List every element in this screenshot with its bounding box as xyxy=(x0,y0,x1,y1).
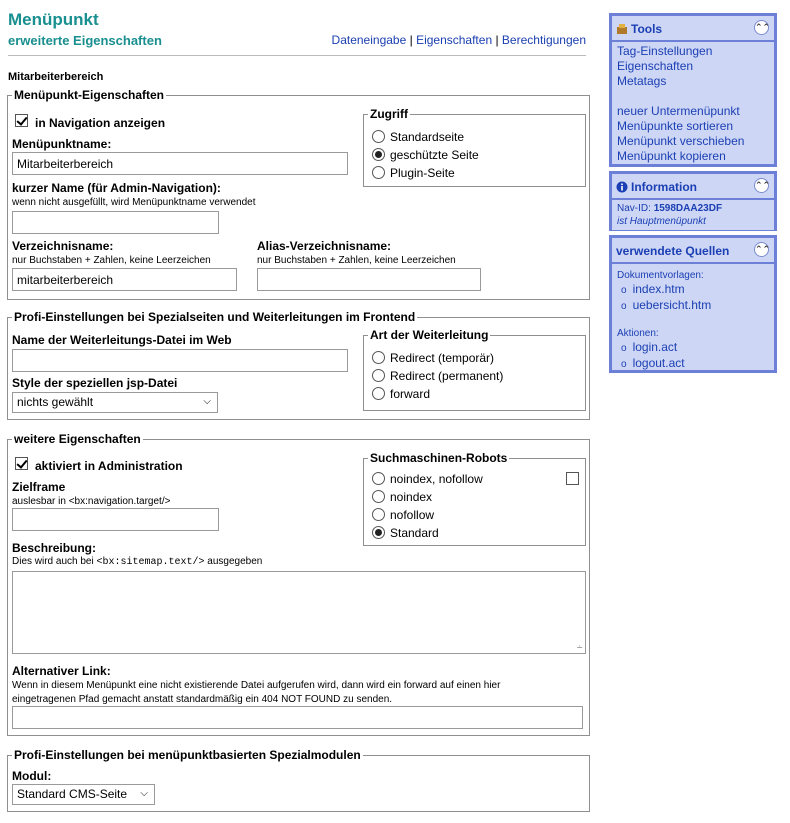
resize-grip-icon[interactable]: ∸ xyxy=(576,643,583,652)
description-textarea[interactable] xyxy=(12,571,586,654)
module-value: Standard CMS-Seite xyxy=(17,787,128,801)
access-fieldset xyxy=(363,107,586,187)
props-fieldset xyxy=(7,88,590,300)
short-name-hint: wenn nicht ausgefüllt, wird Menüpunktname verwendet xyxy=(12,197,256,208)
jsp-style-label: Style der speziellen jsp-Datei xyxy=(12,376,178,390)
radio-redirect-temporaer[interactable] xyxy=(372,351,385,364)
alias-input[interactable] xyxy=(257,268,481,291)
radio-label: Standardseite xyxy=(390,130,465,144)
robots-legend: Suchmaschinen-Robots xyxy=(370,451,508,465)
tools-spacer xyxy=(617,89,770,104)
robots-fieldset xyxy=(363,451,586,546)
modules-legend: Profi-Einstellungen bei menüpunktbasierten Spezialmodulen xyxy=(14,748,361,762)
chevron-down-icon: ⌵ xyxy=(203,396,211,407)
alt-link-hint-2: eingetragenen Pfad gemacht anstatt standardmäßig ein 404 NOT FOUND zu senden. xyxy=(12,694,393,705)
radio-label: Standard xyxy=(390,526,439,540)
header-divider xyxy=(8,55,586,56)
link-separator: | xyxy=(492,33,502,47)
tools-panel xyxy=(609,13,777,167)
tools-link[interactable]: Eigenschaften xyxy=(617,59,694,73)
redirect-type-fieldset xyxy=(363,328,586,411)
radio-plugin-seite[interactable] xyxy=(372,166,385,179)
tools-body xyxy=(612,42,774,164)
template-link[interactable]: o uebersicht.htm xyxy=(617,298,770,314)
link-eigenschaften[interactable]: Eigenschaften xyxy=(416,33,493,47)
breadcrumb: Mitarbeiterbereich xyxy=(8,71,104,83)
short-name-label: kurzer Name (für Admin-Navigation): xyxy=(12,181,221,195)
alt-link-input[interactable] xyxy=(12,706,583,729)
target-frame-input[interactable] xyxy=(12,508,219,531)
page-subtitle: erweiterte Eigenschaften xyxy=(8,33,162,48)
special-fieldset xyxy=(7,310,590,420)
description-hint xyxy=(12,556,262,568)
sources-body xyxy=(612,264,774,370)
tools-link[interactable]: Menüpunkt kopieren xyxy=(617,149,726,163)
jsp-style-value: nichts gewählt xyxy=(17,395,94,409)
alt-link-label: Alternativer Link: xyxy=(12,664,111,678)
link-separator: | xyxy=(406,33,417,47)
page-title: Menüpunkt xyxy=(8,10,99,29)
description-hint-pre: Dies wird auch bei xyxy=(12,556,97,567)
template-link[interactable]: o index.htm xyxy=(617,282,770,298)
radio-redirect-permanent[interactable] xyxy=(372,369,385,382)
nav-id-value: 1598DAA23DF xyxy=(653,203,723,214)
access-legend: Zugriff xyxy=(370,107,408,121)
jsp-style-select[interactable] xyxy=(12,392,218,413)
info-header xyxy=(612,174,774,198)
module-select[interactable] xyxy=(12,784,155,805)
radio-forward[interactable] xyxy=(372,387,385,400)
radio-label: Redirect (temporär) xyxy=(390,351,495,365)
name-input[interactable]: Mitarbeiterbereich xyxy=(12,152,348,175)
target-frame-label: Zielframe xyxy=(12,480,66,494)
radio-geschuetzte-seite[interactable] xyxy=(372,148,385,161)
info-status: ist Hauptmenüpunkt xyxy=(617,216,706,227)
radio-nofollow[interactable] xyxy=(372,508,385,521)
action-link[interactable]: o logout.act xyxy=(617,356,770,372)
alias-label: Alias-Verzeichnisname: xyxy=(257,239,392,253)
alias-hint: nur Buchstaben + Zahlen, keine Leerzeichen xyxy=(257,255,456,266)
sources-title: verwendete Quellen xyxy=(616,244,730,258)
admin-checkbox-label: aktiviert in Administration xyxy=(35,459,183,473)
nav-checkbox-label: in Navigation anzeigen xyxy=(35,116,166,130)
description-hint-post: ausgegeben xyxy=(204,556,263,567)
tools-link[interactable]: Tag-Einstellungen xyxy=(617,44,713,58)
description-hint-code: <bx:sitemap.text/> xyxy=(96,557,205,568)
modules-fieldset xyxy=(7,748,590,812)
collapse-icon[interactable]: ⌃⌃ xyxy=(754,178,769,193)
sources-panel xyxy=(609,235,777,373)
sources-header xyxy=(612,238,774,262)
radio-label: forward xyxy=(390,387,431,401)
tools-link[interactable]: Menüpunkte sortieren xyxy=(617,119,734,133)
short-name-input[interactable] xyxy=(12,211,219,234)
chevron-down-icon: ⌵ xyxy=(140,788,148,799)
target-frame-hint: auslesbar in <bx:navigation.target/> xyxy=(12,496,171,507)
nav-id-label: Nav-ID: xyxy=(617,203,651,214)
more-fieldset xyxy=(7,432,590,736)
collapse-icon[interactable]: ⌃⌃ xyxy=(754,242,769,257)
tools-link[interactable]: Metatags xyxy=(617,74,667,88)
actions-label: Aktionen: xyxy=(617,328,659,339)
tools-icon xyxy=(616,23,628,35)
radio-noindex[interactable] xyxy=(372,490,385,503)
radio-label: geschützte Seite xyxy=(390,148,479,162)
redirect-file-input[interactable] xyxy=(12,349,348,372)
view-links xyxy=(332,33,586,47)
module-label: Modul: xyxy=(12,769,52,783)
redirect-type-legend: Art der Weiterleitung xyxy=(370,328,489,342)
link-berechtigungen[interactable]: Berechtigungen xyxy=(501,33,586,47)
radio-noindex-nofollow[interactable] xyxy=(372,472,385,485)
tools-link[interactable]: Menüpunkt verschieben xyxy=(617,134,745,148)
templates-label: Dokumentvorlagen: xyxy=(617,270,704,281)
info-icon xyxy=(616,181,628,193)
nav-id xyxy=(617,202,770,215)
tools-header xyxy=(612,16,774,40)
dir-hint: nur Buchstaben + Zahlen, keine Leerzeichen xyxy=(12,255,211,266)
action-link[interactable]: o login.act xyxy=(617,340,770,356)
radio-label: Redirect (permanent) xyxy=(390,369,504,383)
radio-label: Plugin-Seite xyxy=(390,166,455,180)
more-legend: weitere Eigenschaften xyxy=(14,432,141,446)
redirect-file-label: Name der Weiterleitungs-Datei im Web xyxy=(12,333,232,347)
alt-link-hint-1: Wenn in diesem Menüpunkt eine nicht existierende Datei aufgerufen wird, dann wird ein forward auf einen hier xyxy=(12,680,501,691)
radio-label: nofollow xyxy=(390,508,435,522)
admin-checkbox[interactable] xyxy=(15,457,28,470)
radio-standard[interactable] xyxy=(372,526,385,539)
info-panel xyxy=(609,171,777,231)
info-title: Information xyxy=(631,180,697,194)
dir-label: Verzeichnisname: xyxy=(12,239,114,253)
info-body xyxy=(612,200,774,230)
link-dateneingabe[interactable]: Dateneingabe xyxy=(331,33,407,47)
radio-standardseite[interactable] xyxy=(372,130,385,143)
description-label: Beschreibung: xyxy=(12,541,97,555)
tools-link[interactable]: neuer Untermenüpunkt xyxy=(617,104,740,118)
radio-label: noindex, nofollow xyxy=(390,472,483,486)
radio-label: noindex xyxy=(390,490,433,504)
nav-checkbox[interactable] xyxy=(15,114,28,127)
special-legend: Profi-Einstellungen bei Spezialseiten und Weiterleitungen im Frontend xyxy=(14,310,416,324)
dir-input[interactable]: mitarbeiterbereich xyxy=(12,268,237,291)
name-label: Menüpunktname: xyxy=(12,137,112,151)
robots-extra-checkbox[interactable] xyxy=(566,472,579,485)
collapse-icon[interactable]: ⌃⌃ xyxy=(754,20,769,35)
props-legend: Menüpunkt-Eigenschaften xyxy=(14,88,165,102)
tools-title: Tools xyxy=(631,22,663,36)
